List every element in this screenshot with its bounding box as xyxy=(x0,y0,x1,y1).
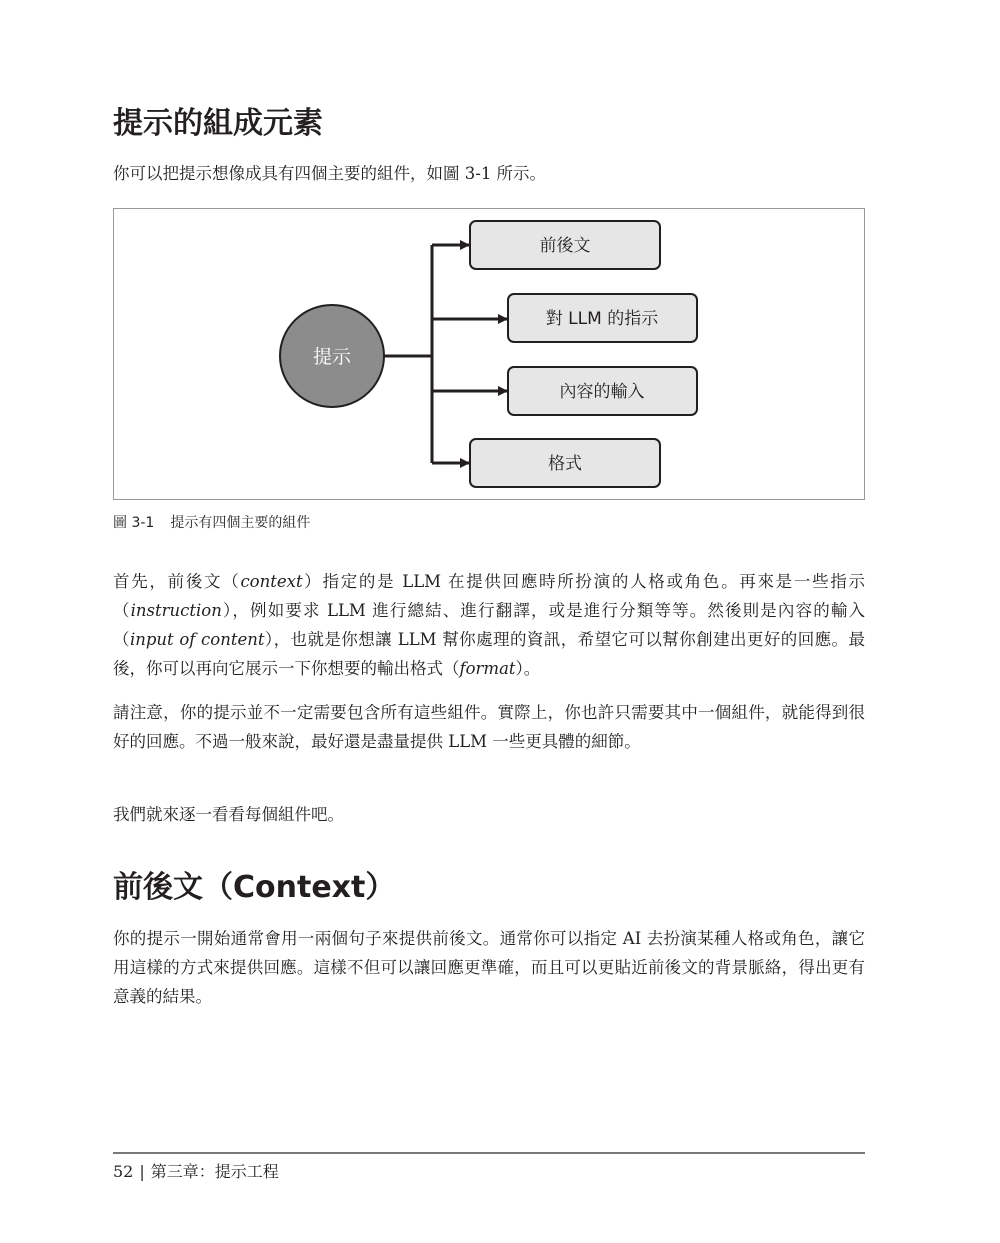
caption-number: 圖 3-1 xyxy=(113,515,155,531)
footer-divider xyxy=(113,1152,865,1154)
node-label-input: 內容的輸入 xyxy=(559,382,645,402)
term-input-of-content: input of content xyxy=(129,630,265,649)
text-run: ）指定的是 LLM 在提供回應時所扮演的人格或角色。再來是一些指示（ xyxy=(113,572,865,620)
diagram-svg xyxy=(114,209,864,499)
node-label-instruction: 對 LLM 的指示 xyxy=(545,309,659,329)
paragraph-note: 請注意，你的提示並不一定需要包含所有這些組件。實際上，你也許只需要其中一個組件，就能得到很好的回應。不過一般來說，最好還是盡量提供 LLM 一些更具體的細節。 xyxy=(113,703,865,751)
figure-diagram xyxy=(113,208,865,500)
text-run: ），也就是你想讓 LLM 幫你處理的資訊，希望它可以幫你創建出更好的回應。最後，你可以再向它展示一下你想要的輸出格式（ xyxy=(113,630,865,678)
section-title-context: 前後文（Context） xyxy=(113,870,396,905)
footer-separator: | xyxy=(139,1162,145,1181)
figure-caption xyxy=(113,513,310,533)
intro-paragraph: 你可以把提示想像成具有四個主要的組件，如圖 3-1 所示。 xyxy=(113,164,547,183)
paragraph-context: 你的提示一開始通常會用一兩個句子來提供前後文。通常你可以指定 AI 去扮演某種人格或角色，讓它用這樣的方式來提供回應。這樣不但可以讓回應更準確，而且可以更貼近前後文的背景脈絡，得出更有意義的結果。 xyxy=(113,929,865,1006)
page-footer xyxy=(113,1160,279,1184)
node-label-context: 前後文 xyxy=(539,236,591,256)
term-format: format xyxy=(459,659,516,678)
node-label-format: 格式 xyxy=(548,454,582,474)
chapter-title: 第三章：提示工程 xyxy=(150,1162,279,1181)
page-number: 52 xyxy=(113,1162,134,1181)
paragraph-transition: 我們就來逐一看看每個組件吧。 xyxy=(113,805,344,824)
term-instruction: instruction xyxy=(130,601,222,620)
text-run: 首先，前後文（ xyxy=(113,572,241,591)
term-context: context xyxy=(240,572,303,591)
caption-text: 提示有四個主要的組件 xyxy=(170,515,311,531)
section-title: 提示的組成元素 xyxy=(113,106,323,141)
text-run: ）。 xyxy=(515,659,541,678)
paragraph-components xyxy=(113,567,865,683)
center-node-label: 提示 xyxy=(312,346,352,368)
text-run: ），例如要求 LLM 進行總結、進行翻譯，或是進行分類等等。然後則是內容的輸入（ xyxy=(113,601,865,649)
